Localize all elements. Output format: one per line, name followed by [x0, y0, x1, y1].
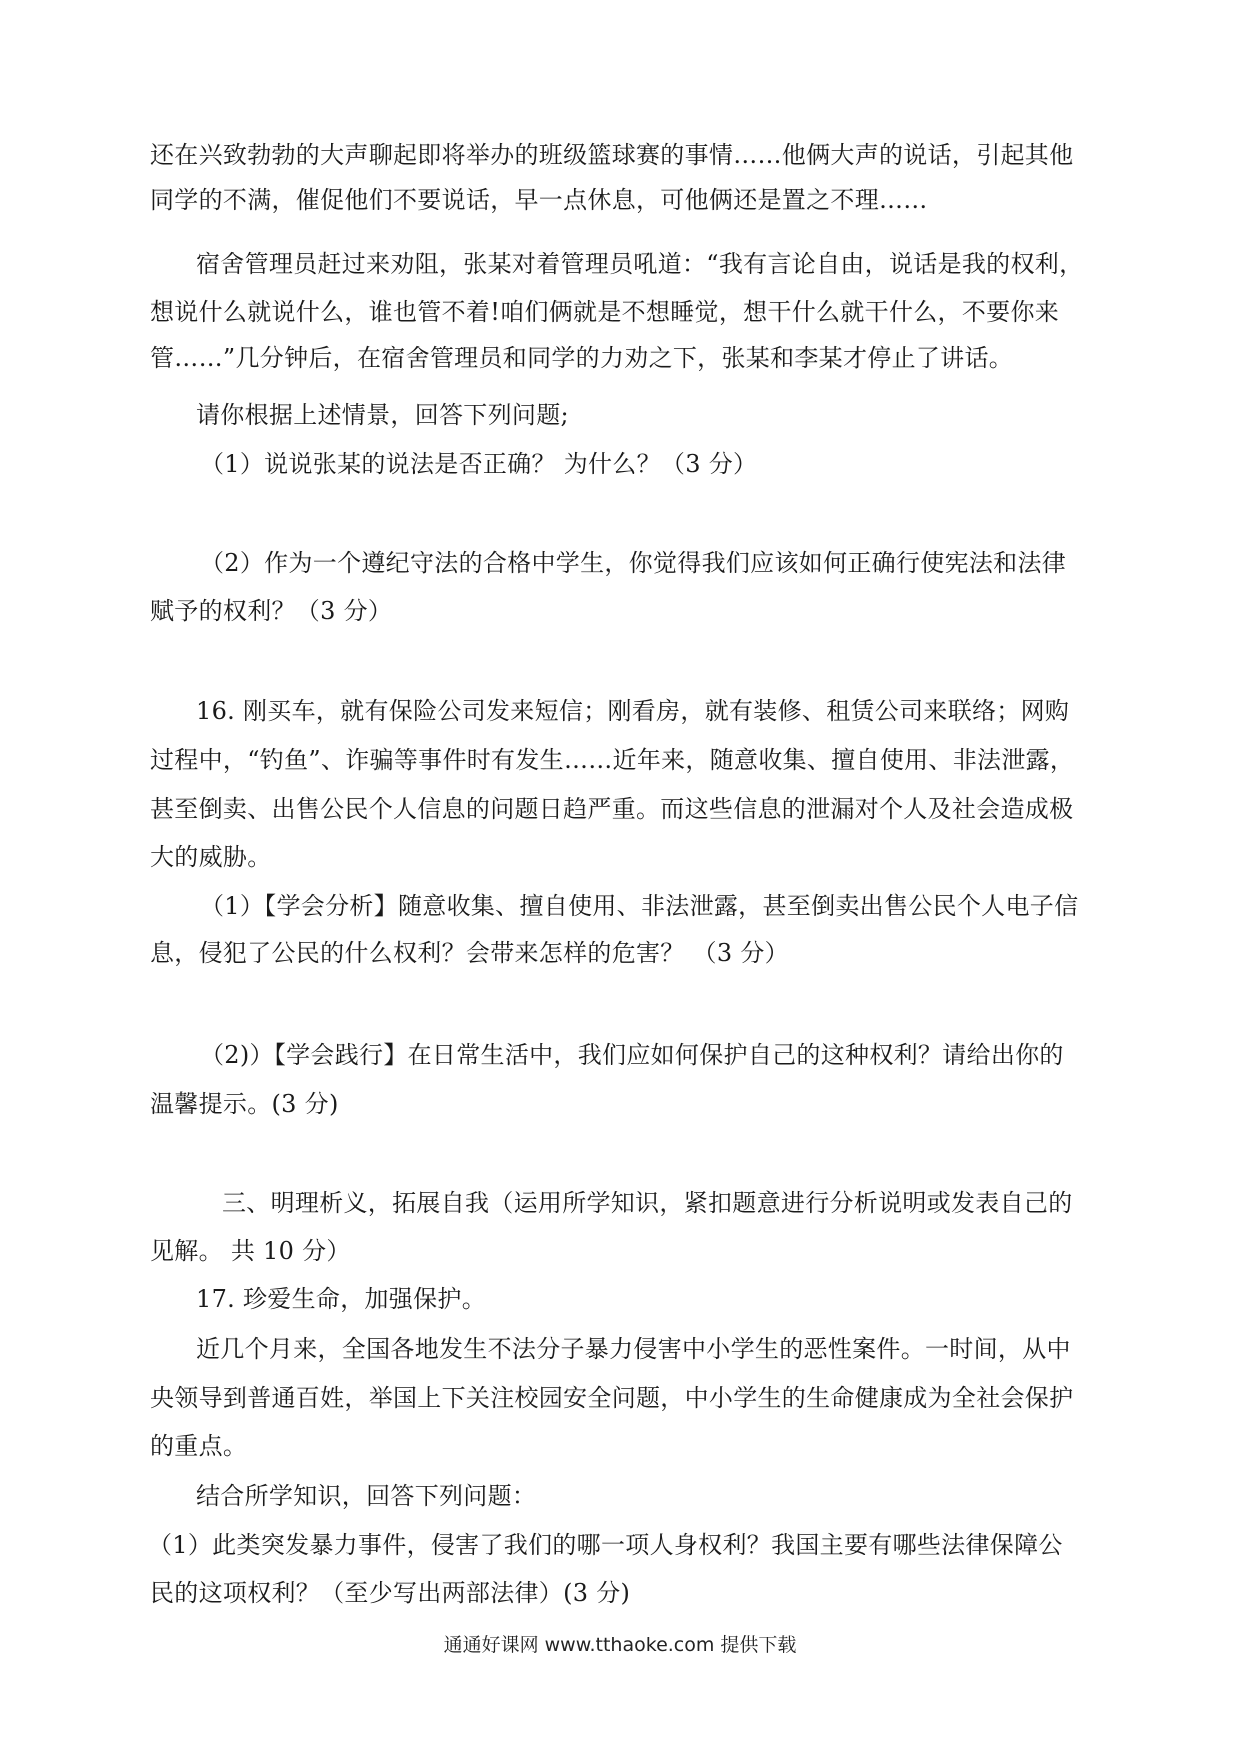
text-line: （1）说说张某的说法是否正确？ 为什么？（3 分） — [200, 450, 758, 478]
text-line: （2)）【学会践行】在日常生活中，我们应如何保护自己的这种权利？请给出你的 — [200, 1041, 1064, 1069]
page-footer: 通通好课网 www.tthaoke.com 提供下载 — [443, 1634, 797, 1656]
text-line: 宿舍管理员赶过来劝阻，张某对着管理员吼道：“我有言论自由，说话是我的权利， — [196, 250, 1084, 278]
text-line: 大的威胁。 — [150, 843, 272, 871]
text-line: 甚至倒卖、出售公民个人信息的问题日趋严重。而这些信息的泄漏对个人及社会造成极 — [150, 795, 1074, 823]
text-line: 同学的不满，催促他们不要说话，早一点休息，可他俩还是置之不理…… — [150, 186, 928, 214]
text-line: （2）作为一个遵纪守法的合格中学生，你觉得我们应该如何正确行使宪法和法律 — [200, 549, 1067, 577]
text-line: 请你根据上述情景，回答下列问题; — [196, 401, 569, 429]
text-line: 民的这项权利？（至少写出两部法律）(3 分) — [150, 1579, 631, 1607]
text-line: 17. 珍爱生命，加强保护。 — [196, 1285, 486, 1313]
text-line: 的重点。 — [150, 1432, 248, 1460]
text-line: 息，侵犯了公民的什么权利？会带来怎样的危害？ （3 分） — [150, 939, 789, 967]
text-line: 见解。 共 10 分） — [150, 1237, 351, 1265]
text-line: 想说什么就说什么，谁也管不着!咱们俩就是不想睡觉，想干什么就干什么，不要你来 — [150, 298, 1060, 326]
text-line: 三、明理析义，拓展自我（运用所学知识，紧扣题意进行分析说明或发表自己的 — [222, 1189, 1073, 1217]
text-line: （1）此类突发暴力事件，侵害了我们的哪一项人身权利？我国主要有哪些法律保障公 — [148, 1531, 1063, 1559]
text-line: 近几个月来，全国各地发生不法分子暴力侵害中小学生的恶性案件。一时间，从中 — [196, 1335, 1071, 1363]
text-line: （1）【学会分析】随意收集、擅自使用、非法泄露，甚至倒卖出售公民个人电子信 — [200, 892, 1079, 920]
text-line: 16. 刚买车，就有保险公司发来短信；刚看房，就有装修、租赁公司来联络；网购 — [196, 697, 1070, 725]
text-line: 结合所学知识，回答下列问题： — [196, 1482, 537, 1510]
text-line: 央领导到普通百姓，举国上下关注校园安全问题，中小学生的生命健康成为全社会保护 — [150, 1384, 1074, 1412]
text-line: 还在兴致勃勃的大声聊起即将举办的班级篮球赛的事情……他俩大声的说话，引起其他 — [150, 141, 1074, 169]
text-line: 赋予的权利？（3 分） — [150, 597, 393, 625]
text-line: 过程中，“钓鱼”、诈骗等事件时有发生……近年来，随意收集、擅自使用、非法泄露， — [150, 746, 1075, 774]
text-line: 温馨提示。(3 分) — [150, 1090, 339, 1118]
text-line: 管……”几分钟后，在宿舍管理员和同学的力劝之下，张某和李某才停止了讲话。 — [150, 344, 1014, 372]
